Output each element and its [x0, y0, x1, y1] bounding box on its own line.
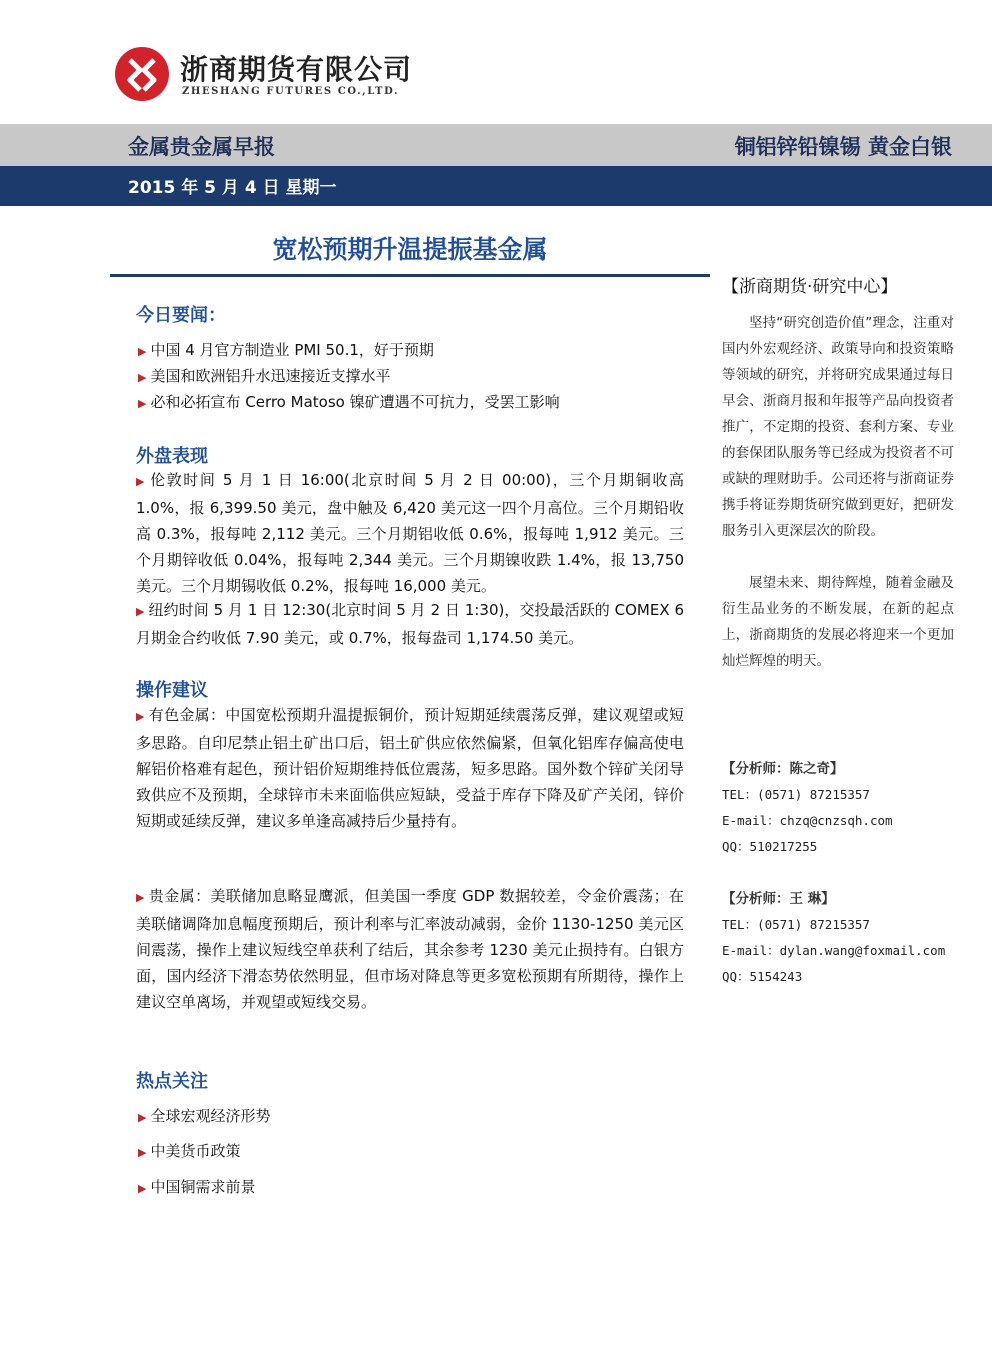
- news-item: ▶ 中国 4 月官方制造业 PMI 50.1，好于预期: [138, 341, 434, 359]
- hotspot-item: ▶ 中美货币政策: [138, 1142, 241, 1160]
- bullet-arrow-icon: ▶: [138, 371, 147, 384]
- section-title-overseas: 外盘表现: [136, 446, 208, 467]
- analyst-heading: 【分析师：王 琳】: [722, 891, 835, 907]
- bullet-arrow-icon: ▶: [138, 1182, 147, 1195]
- overseas-paragraph-comex: ▶ 纽约时间 5 月 1 日 12:30(北京时间 5 月 2 日 1:30)，交投最活跃的 COMEX 6 月期金合约收低 7.90 美元，或 0.7%，报每盎司 1,174.50 美元。: [136, 601, 684, 647]
- section-title-news: 今日要闻：: [136, 305, 226, 326]
- section-title-advice: 操作建议: [136, 680, 208, 701]
- news-item: ▶ 必和必拓宣布 Cerro Matoso 镍矿遭遇不可抗力，受罢工影响: [138, 393, 560, 411]
- bullet-arrow-icon: ▶: [136, 710, 145, 723]
- bullet-arrow-icon: ▶: [138, 397, 147, 410]
- bullet-arrow-icon: ▶: [138, 1146, 147, 1159]
- bullet-arrow-icon: ▶: [136, 475, 147, 488]
- research-center-outlook: 展望未来、期待辉煌，随着金融及衍生品业务的不断发展，在新的起点上，浙商期货的发展必将迎来一个更加灿烂辉煌的明天。: [722, 575, 954, 669]
- news-item: ▶ 美国和欧洲铝升水迅速接近支撑水平: [138, 367, 391, 385]
- overseas-paragraph-lme: ▶ 伦敦时间 5 月 1 日 16:00(北京时间 5 月 2 日 00:00)，三个月期铜收高 1.0%，报 6,399.50 美元，盘中触及 6,420 美元这一四个月高位。三个月期铅收高 0.3%，报每吨 2,112 美元。三个月期铝收低 0.6%，报每吨 1,912 美元。三个月期锌收低 0.04%，报每吨 2,344 美元。三个月期镍收跌 1.4%，报 13,750 美元。三个月期锡收低 0.2%，报每吨 16,000 美元。: [136, 471, 684, 595]
- analyst-heading: 【分析师：陈之奇】: [722, 761, 844, 777]
- bullet-arrow-icon: ▶: [136, 605, 145, 618]
- report-type: 金属贵金属早报: [128, 135, 275, 159]
- hotspot-item: ▶ 中国铜需求前景: [138, 1178, 256, 1196]
- company-name-en: ZHESHANG FUTURES CO.,LTD.: [182, 86, 400, 97]
- research-center-intro: 坚持“研究创造价值”理念，注重对国内外宏观经济、政策导向和投资策略等领域的研究，并将研究成果通过每日早会、浙商月报和年报等产品向投资者推广，不定期的投资、套利方案、专业的套保团队服务等已经成为投资者不可或缺的理财助手。公司还将与浙商证券携手将证券期货研究做到更好，把研发服务引入更深层次的阶段。: [722, 315, 954, 539]
- report-headline: 宽松预期升温提振基金属: [272, 235, 548, 264]
- analyst-qq: QQ：5154243: [722, 969, 803, 984]
- advice-paragraph-precious-metals: ▶ 贵金属：美联储加息略显鹰派，但美国一季度 GDP 数据较差，令金价震荡；在美联储调降加息幅度预期后，预计利率与汇率波动减弱，金价 1130-1250 美元区间震荡，操作上建议短线空单获利了结后，其余参考 1230 美元止损持有。白银方面，国内经济下滑态势依然明显，但市场对降息等更多宽松预期有所期待，操作上建议空单离场，并观望或短线交易。: [136, 887, 684, 1011]
- title-divider: [110, 274, 710, 277]
- bullet-arrow-icon: ▶: [138, 1111, 147, 1124]
- section-title-hotspots: 热点关注: [136, 1071, 208, 1092]
- report-metals: 铜铝锌铅镍锡 黄金白银: [734, 135, 952, 159]
- analyst-qq: QQ：510217255: [722, 839, 818, 854]
- company-logo-mark: [114, 46, 170, 102]
- company-name-cn: 浙商期货有限公司: [180, 53, 413, 86]
- research-center-title: 【浙商期货·研究中心】: [722, 277, 898, 297]
- report-date: 2015 年 5 月 4 日 星期一: [128, 178, 337, 198]
- bullet-arrow-icon: ▶: [138, 345, 147, 358]
- hotspot-item: ▶ 全球宏观经济形势: [138, 1107, 271, 1125]
- bullet-arrow-icon: ▶: [136, 891, 145, 904]
- advice-paragraph-base-metals: ▶ 有色金属：中国宽松预期升温提振铜价，预计短期延续震荡反弹，建议观望或短多思路。自印尼禁止铝土矿出口后，铝土矿供应依然偏紧，但氧化铝库存偏高使电解铝价格难有起色，预计铝价短期维持低位震荡，短多思路。国外数个锌矿关闭导致供应不及预期，全球锌市未来面临供应短缺，受益于库存下降及矿产关闭，锌价短期或延续反弹，建议多单逢高减持后少量持有。: [136, 706, 684, 830]
- analyst-tel: TEL：(0571) 87215357: [722, 787, 870, 802]
- analyst-tel: TEL：(0571) 87215357: [722, 917, 870, 932]
- analyst-email: E-mail：dylan.wang@foxmail.com: [722, 943, 946, 958]
- analyst-email: E-mail：chzq@cnzsqh.com: [722, 813, 893, 828]
